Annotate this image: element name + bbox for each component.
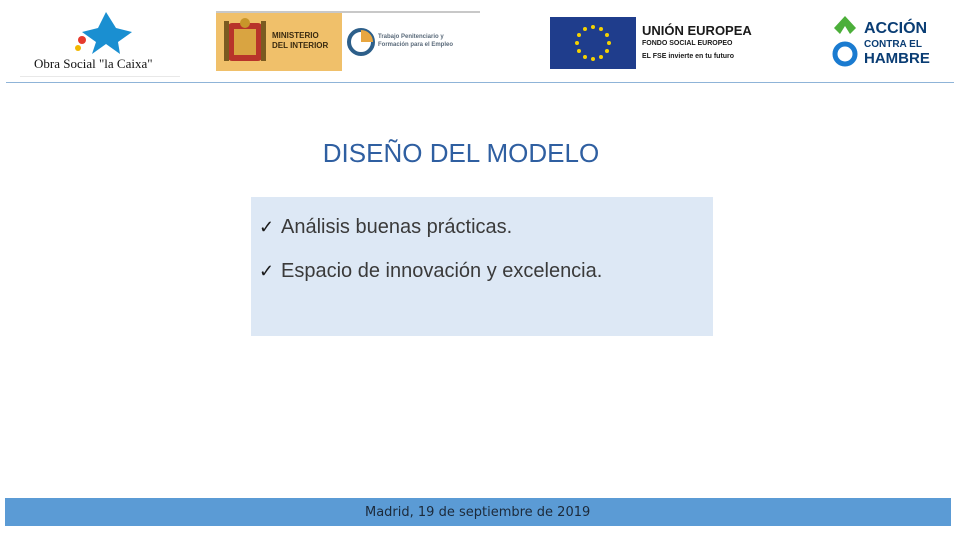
ministerio-panel [216,13,342,71]
bullet-text: Espacio de innovación y excelencia. [281,260,603,282]
ue-title: UNIÓN EUROPEA [642,23,752,38]
logo-bar [0,0,960,84]
content-box [251,197,713,336]
tpfe-text [378,33,453,49]
ue-line1: FONDO SOCIAL EUROPEO [642,40,733,47]
header-divider [6,82,954,83]
caixa-star-icon [20,6,180,54]
bullet-text: Análisis buenas prácticas. [281,216,513,238]
footer-date-text: Madrid, 19 de septiembre de 2019 [365,505,591,520]
tpfe-emblem-icon [346,27,376,57]
ministerio-name [272,31,328,51]
footer-bar [5,498,951,527]
slide-title: DISEÑO DEL MODELO [322,138,600,168]
caixa-logo [20,6,180,77]
caixa-logo-text: Obra Social "la Caixa" [34,56,153,71]
bullet-item [259,260,602,283]
acf-line2: CONTRA EL [864,39,922,50]
ministerio-line2: DEL INTERIOR [272,41,329,50]
acf-line3: HAMBRE [864,50,930,67]
acf-leaf-icon [828,12,862,70]
check-icon: ✓ [259,217,275,237]
tpfe-panel [342,13,480,71]
ue-line2: EL FSE invierte en tu futuro [642,53,735,60]
acf-line1: ACCIÓN [864,20,928,37]
eu-flag [550,17,636,69]
eu-stars-icon [550,17,636,69]
bullet-item [259,216,512,239]
ministerio-line1: MINISTERIO [272,31,319,40]
accion-contra-el-hambre-logo [828,12,938,70]
union-europea-logo [550,17,762,69]
coat-of-arms-icon [222,17,268,67]
check-icon: ✓ [259,261,275,281]
ministerio-logo [216,11,480,71]
tpfe-line1: Trabajo Penitenciario y [378,34,444,40]
tpfe-line2: Formación para el Empleo [378,42,454,48]
